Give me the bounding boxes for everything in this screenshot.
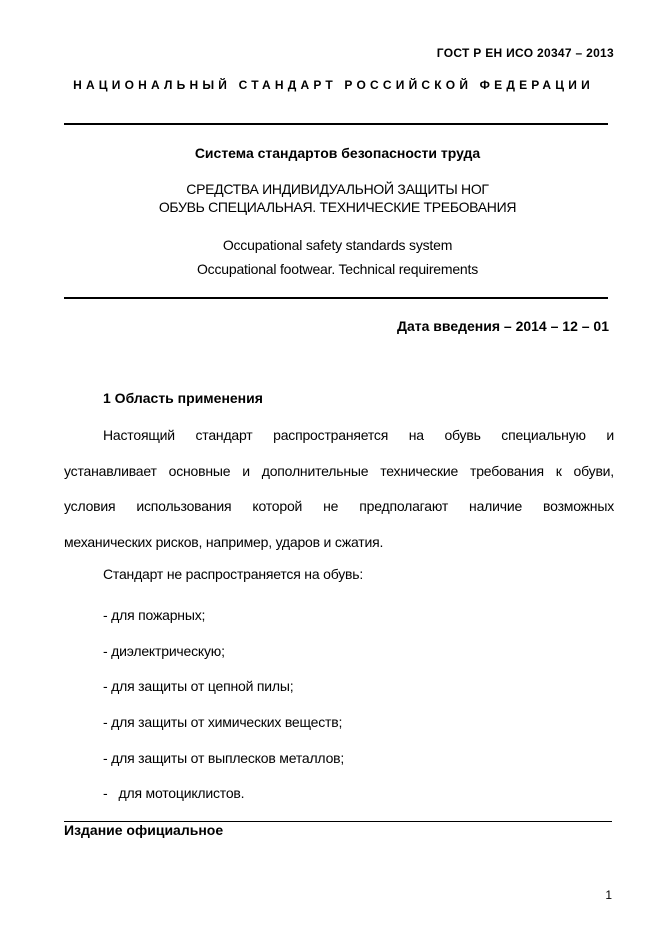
paragraph-line: Настоящий стандарт распространяется на обувь специальную и <box>103 427 614 443</box>
list-item: - для пожарных; <box>103 607 206 623</box>
list-item: - для мотоциклистов. <box>103 785 245 802</box>
section-heading: 1 Область применения <box>103 390 263 406</box>
list-item: - для защиты от химических веществ; <box>103 714 343 731</box>
introduction-date: Дата введения – 2014 – 12 – 01 <box>397 318 609 334</box>
scope-paragraph <box>64 418 614 561</box>
official-edition-label: Издание официальное <box>64 822 224 838</box>
paragraph-line: устанавливает основные и дополнительные технические требования к обуви, <box>64 462 614 479</box>
main-title-line-2: ОБУВЬ СПЕЦИАЛЬНАЯ. ТЕХНИЧЕСКИЕ ТРЕБОВАНИЯ <box>158 199 517 215</box>
paragraph-line: механических рисков, например, ударов и сжатия. <box>64 534 384 551</box>
top-divider <box>64 123 608 125</box>
exclusions-list <box>103 598 344 812</box>
list-item: - для защиты от выплесков металлов; <box>103 749 345 766</box>
english-title-line-2: Occupational footwear. Technical requirements <box>196 261 478 277</box>
page-number: 1 <box>605 888 612 902</box>
main-title-line-1: СРЕДСТВА ИНДИВИДУАЛЬНОЙ ЗАЩИТЫ НОГ <box>186 181 489 197</box>
english-title-line-1: Occupational safety standards system <box>222 237 453 253</box>
paragraph-line: условия использования которой не предполагают наличие возможных <box>64 498 614 515</box>
national-standard-heading: НАЦИОНАЛЬНЫЙ СТАНДАРТ РОССИЙСКОЙ ФЕДЕРАЦИИ <box>73 78 594 92</box>
main-title <box>0 180 661 216</box>
bottom-divider <box>64 297 608 299</box>
exclusions-intro: Стандарт не распространяется на обувь: <box>103 566 364 582</box>
system-title: Система стандартов безопасности труда <box>194 145 481 161</box>
list-item: - диэлектрическую; <box>103 642 225 659</box>
list-item: - для защиты от цепной пилы; <box>103 678 294 695</box>
english-title <box>0 233 661 281</box>
document-code: ГОСТ Р ЕН ИСО 20347 – 2013 <box>436 46 614 60</box>
